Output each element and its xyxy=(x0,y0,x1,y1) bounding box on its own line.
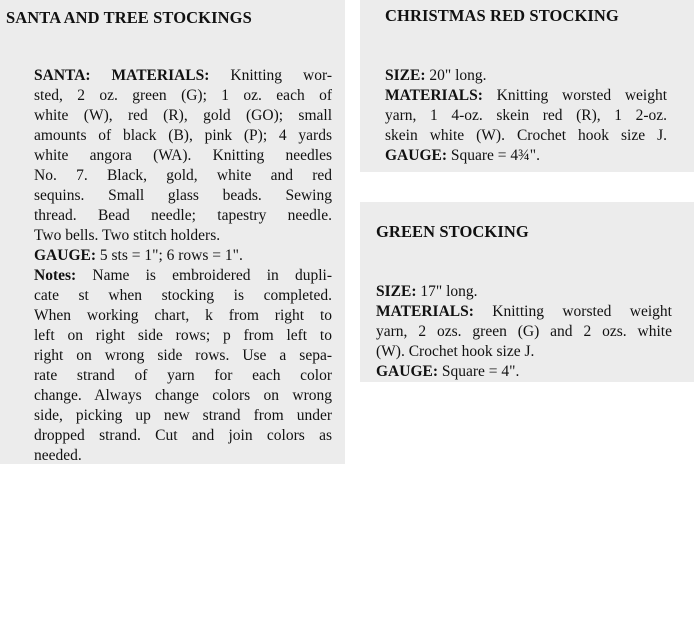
green-size-line: SIZE: 17" long. xyxy=(376,283,478,300)
santa-heading: SANTA AND TREE STOCKINGS xyxy=(6,8,252,27)
santa-notes-line: left on right side rows; p from left to xyxy=(34,327,332,344)
santa-notes-line: right on wrong side rows. Use a sepa- xyxy=(34,347,332,364)
santa-materials-line: thread. Bead needle; tapestry needle. xyxy=(34,207,332,224)
santa-notes-line: Notes: Name is embroidered in dupli- xyxy=(34,267,332,284)
santa-materials-line: white (W), red (R), gold (GO); small xyxy=(34,107,332,124)
christmas-red-heading: CHRISTMAS RED STOCKING xyxy=(385,6,619,25)
green-heading: GREEN STOCKING xyxy=(376,222,529,241)
santa-notes-line: cate st when stocking is completed. xyxy=(34,287,332,304)
christmas-red-gauge-label: GAUGE: xyxy=(385,147,447,164)
santa-materials-line: amounts of black (B), pink (P); 4 yards xyxy=(34,127,332,144)
santa-notes-line: side, picking up new strand from under xyxy=(34,407,332,424)
santa-gauge-label: GAUGE: xyxy=(34,247,96,264)
christmas-red-materials-label: MATERIALS: xyxy=(385,87,483,104)
santa-materials-line: sequins. Small glass beads. Sewing xyxy=(34,187,332,204)
santa-materials-line: sted, 2 oz. green (G); 1 oz. each of xyxy=(34,87,332,104)
green-materials-line: (W). Crochet hook size J. xyxy=(376,343,535,360)
green-size-label: SIZE: xyxy=(376,283,417,300)
santa-body xyxy=(34,66,332,466)
christmas-red-materials-line: MATERIALS: Knitting worsted weight xyxy=(385,87,667,104)
christmas-red-size-line: SIZE: 20" long. xyxy=(385,67,487,84)
santa-tree-panel xyxy=(0,0,345,464)
santa-notes-line: needed. xyxy=(34,447,82,464)
santa-materials-label: SANTA: MATERIALS: xyxy=(34,67,210,84)
green-materials-label: MATERIALS: xyxy=(376,303,474,320)
santa-materials-line: SANTA: MATERIALS: Knitting wor- xyxy=(34,67,332,84)
santa-materials-line: white angora (WA). Knitting needles xyxy=(34,147,332,164)
santa-notes-label: Notes: xyxy=(34,267,77,284)
santa-gauge-line: GAUGE: 5 sts = 1"; 6 rows = 1". xyxy=(34,247,243,264)
christmas-red-materials-line: yarn, 1 4-oz. skein red (R), 1 2-oz. xyxy=(385,107,667,124)
green-body xyxy=(376,282,672,382)
christmas-red-materials-line: skein white (W). Crochet hook size J. xyxy=(385,127,667,144)
santa-notes-line: change. Always change colors on wrong xyxy=(34,387,332,404)
christmas-red-panel xyxy=(360,0,694,172)
santa-notes-line: rate strand of yarn for each color xyxy=(34,367,332,384)
santa-materials-line: No. 7. Black, gold, white and red xyxy=(34,167,332,184)
santa-materials-line: Two bells. Two stitch holders. xyxy=(34,227,221,244)
green-materials-line: MATERIALS: Knitting worsted weight xyxy=(376,303,672,320)
green-gauge-line: GAUGE: Square = 4". xyxy=(376,363,520,380)
santa-notes-line: When working chart, k from right to xyxy=(34,307,332,324)
santa-notes-line: dropped strand. Cut and join colors as xyxy=(34,427,332,444)
green-gauge-label: GAUGE: xyxy=(376,363,438,380)
christmas-red-gauge-line: GAUGE: Square = 4¾". xyxy=(385,147,540,164)
christmas-red-size-label: SIZE: xyxy=(385,67,426,84)
christmas-red-body xyxy=(385,66,667,166)
green-stocking-panel xyxy=(360,202,694,382)
green-materials-line: yarn, 2 ozs. green (G) and 2 ozs. white xyxy=(376,323,672,340)
